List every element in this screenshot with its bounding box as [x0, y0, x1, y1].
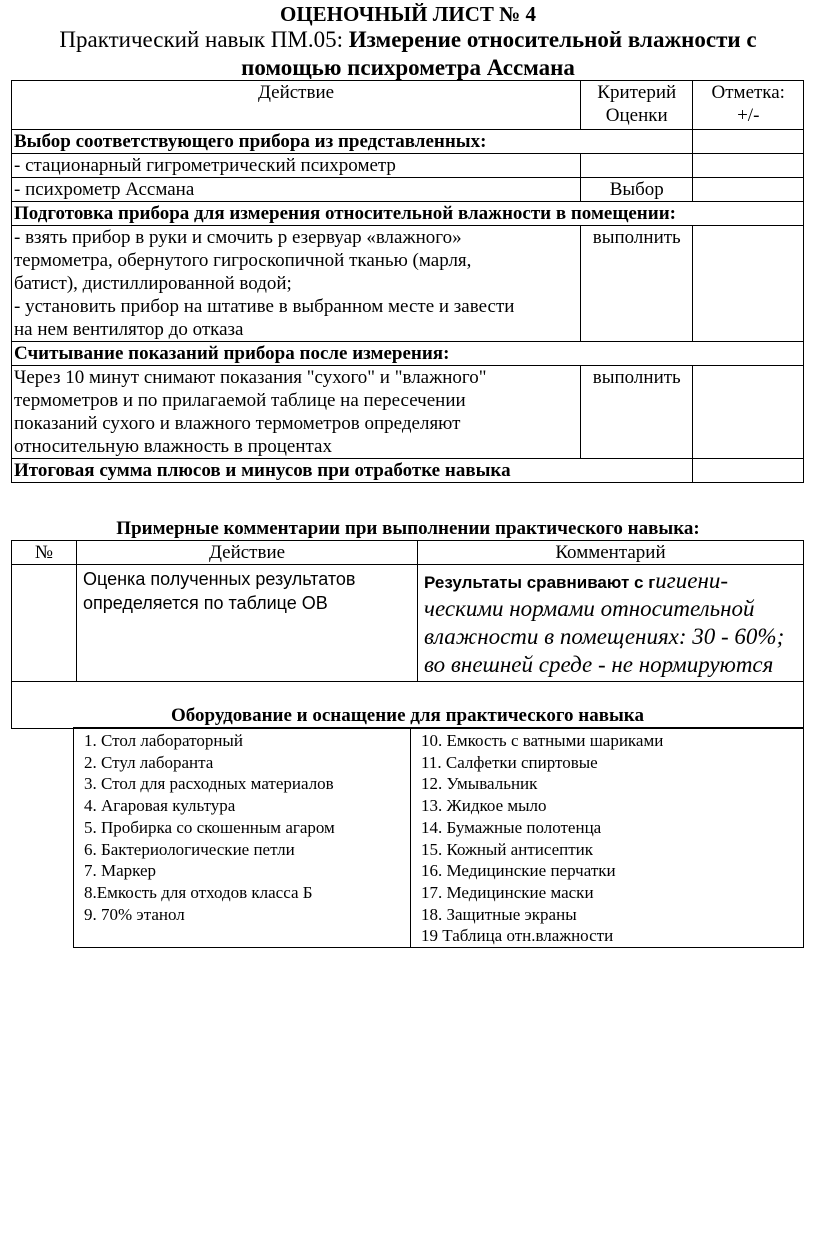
- comment-action-line: Оценка полученных результатов: [83, 569, 356, 589]
- list-item: 7. Маркер: [84, 861, 157, 881]
- equipment-right-list: [411, 728, 804, 948]
- list-item: 8.Емкость для отходов класса Б: [84, 882, 313, 902]
- comments-table: [11, 540, 804, 729]
- list-item: 11. Салфетки спиртовые: [421, 752, 598, 772]
- list-item: 9. 70% этанол: [84, 904, 185, 924]
- comment-lead: Результаты сравнивают с г: [424, 573, 656, 592]
- read-line: Через 10 минут снимают показания "сухого" и "влажного": [14, 367, 487, 388]
- reading-steps: [12, 366, 581, 459]
- list-item: 1. Стол лабораторный: [84, 731, 243, 750]
- page-subtitle: [10, 26, 806, 82]
- list-item: 2. Стул лаборанта: [84, 752, 214, 772]
- list-item: 10. Емкость с ватными шариками: [421, 731, 664, 750]
- subtitle-prefix: Практический навык ПМ.05:: [59, 27, 349, 52]
- section-preparation: Подготовка прибора для измерения относительной влажности в помещении:: [12, 202, 804, 226]
- total-label: Итоговая сумма плюсов и минусов при отработке навыка: [12, 459, 693, 483]
- mark-cell: [693, 154, 804, 178]
- header-criterion-line2: Оценки: [605, 105, 668, 126]
- criterion-perform: выполнить: [581, 366, 693, 459]
- comment-row: [12, 565, 804, 682]
- prep-line: на нем вентилятор до отказа: [14, 319, 244, 340]
- comments-title: Примерные комментарии при выполнении практического навыка:: [116, 518, 700, 539]
- list-item: 16. Медицинские перчатки: [421, 861, 616, 881]
- criterion-choice: Выбор: [581, 178, 693, 202]
- criterion-perform: выполнить: [581, 226, 693, 342]
- list-item: 3. Стол для расходных материалов: [84, 774, 334, 794]
- list-item: 6. Бактериологические петли: [84, 839, 295, 859]
- prep-line: - установить прибор на штативе в выбранном месте и завести: [14, 296, 515, 317]
- section-reading: Считывание показаний прибора после измерения:: [12, 342, 804, 366]
- list-item: 18. Защитные экраны: [421, 904, 577, 924]
- comment-line: во внешней среде - не нормируются: [424, 652, 774, 677]
- evaluation-table: [11, 80, 804, 483]
- equipment-table: [73, 727, 804, 948]
- total-row: [12, 459, 804, 483]
- equipment-title-row: [12, 682, 804, 729]
- subtitle-skill-line1: Измерение относительной влажности с: [348, 27, 757, 52]
- section-row: [12, 202, 804, 226]
- comment-line: игиени-: [655, 568, 729, 593]
- list-item: 12. Умывальник: [421, 774, 538, 794]
- list-item: 19 Таблица отн.влажности: [421, 926, 614, 946]
- page-title: ОЦЕНОЧНЫЙ ЛИСТ № 4: [279, 2, 537, 26]
- list-item: 17. Медицинские маски: [421, 882, 594, 902]
- comment-line: ческими нормами относительной: [424, 596, 755, 621]
- prep-line: термометра, обернутого гигроскопичной тканью (марля,: [14, 250, 472, 271]
- list-item: 4. Агаровая культура: [84, 796, 236, 816]
- evaluation-header-row: [12, 81, 804, 130]
- mark-cell: [693, 130, 804, 154]
- mark-cell: [693, 226, 804, 342]
- comment-action-line: определяется по таблице ОВ: [83, 593, 328, 613]
- section-row: [12, 130, 804, 154]
- list-item: 14. Бумажные полотенца: [421, 817, 602, 837]
- mark-cell: [693, 178, 804, 202]
- header-mark: [693, 81, 804, 130]
- section-row: [12, 342, 804, 366]
- total-mark-cell: [693, 459, 804, 483]
- equipment-left-list: [74, 728, 411, 948]
- list-item: 13. Жидкое мыло: [421, 796, 547, 816]
- header-mark-line2: +/-: [737, 105, 760, 126]
- preparation-steps: [12, 226, 581, 342]
- comment-action: [77, 565, 418, 682]
- list-item: 5. Пробирка со скошенным агаром: [84, 817, 335, 837]
- table-row: [12, 366, 804, 459]
- header-criterion: [581, 81, 693, 130]
- comment-num-cell: [12, 565, 77, 682]
- read-line: термометров и по прилагаемой таблице на пересечении: [14, 390, 466, 411]
- read-line: относительную влажность в процентах: [14, 436, 332, 457]
- table-row: [12, 154, 804, 178]
- prep-line: батист), дистиллированной водой;: [14, 273, 292, 294]
- header-num: №: [12, 541, 77, 565]
- header-criterion-line1: Критерий: [597, 82, 677, 103]
- comment-text: [418, 565, 804, 682]
- subtitle-skill-line2: помощью психрометра Ассмана: [241, 55, 575, 80]
- comments-header-row: [12, 541, 804, 565]
- option-assmann: - психрометр Ассмана: [12, 178, 581, 202]
- header-action: Действие: [12, 81, 581, 130]
- mark-cell: [693, 366, 804, 459]
- section-device-choice: Выбор соответствующего прибора из представленных:: [12, 130, 693, 154]
- header-action: Действие: [77, 541, 418, 565]
- header-comment: Комментарий: [418, 541, 804, 565]
- header-mark-line1: Отметка:: [711, 82, 785, 103]
- list-item: 15. Кожный антисептик: [421, 839, 594, 859]
- prep-line: - взять прибор в руки и смочить р езервуар «влажного»: [14, 227, 462, 248]
- option-stationary: - стационарный гигрометрический психрометр: [12, 154, 581, 178]
- comment-line: влажности в помещениях: 30 - 60%;: [424, 624, 785, 649]
- read-line: показаний сухого и влажного термометров определяют: [14, 413, 461, 434]
- table-row: [12, 178, 804, 202]
- equipment-title: Оборудование и оснащение для практического навыка: [12, 682, 804, 729]
- equipment-row: [74, 728, 804, 948]
- table-row: [12, 226, 804, 342]
- criterion-cell: [581, 154, 693, 178]
